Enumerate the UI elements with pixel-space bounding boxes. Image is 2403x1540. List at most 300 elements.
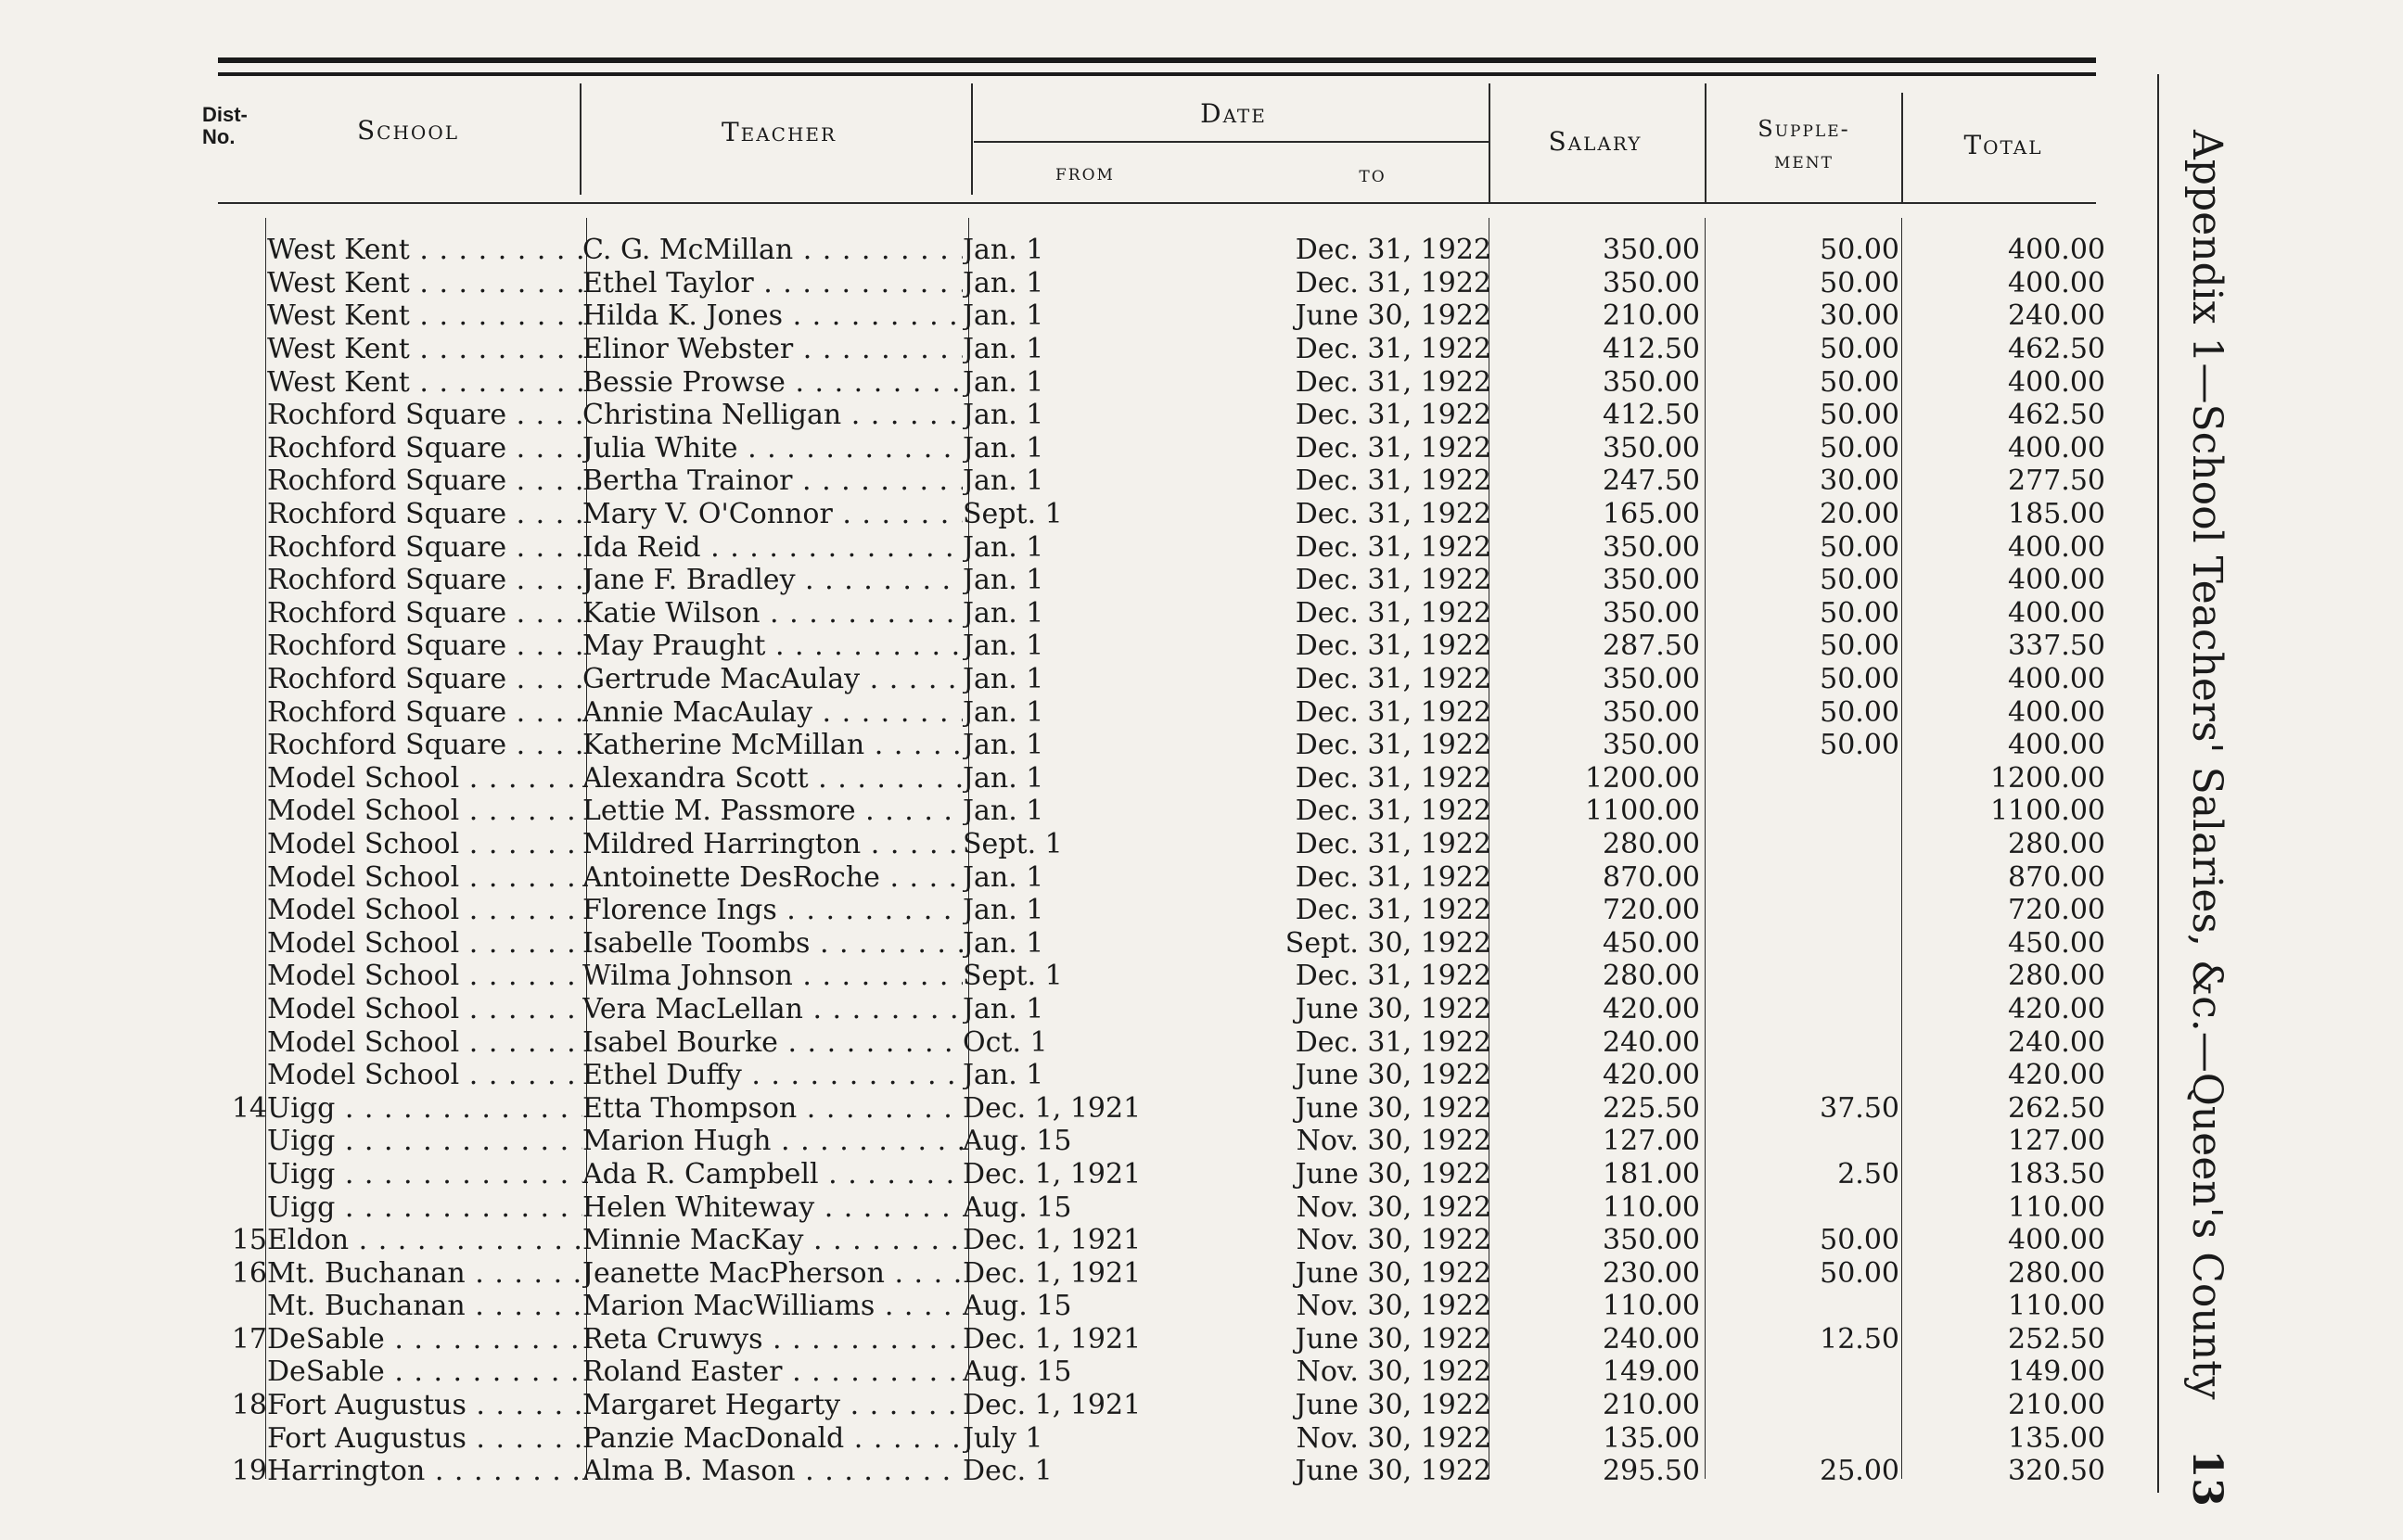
table-row (204, 1224, 2105, 1257)
row-salary (1491, 663, 1700, 696)
row-total-text: 1200.00 (1989, 761, 2105, 795)
row-total-text: 277.50 (2008, 465, 2105, 498)
row-salary-text: 350.00 (1603, 530, 1700, 564)
row-salary (1491, 1455, 1700, 1488)
table-row (204, 1091, 2105, 1125)
row-supplement-text: 50.00 (1820, 630, 1899, 663)
row-date-to (1269, 299, 1491, 333)
row-teacher-text: May Praught (582, 630, 766, 663)
row-school (267, 1355, 582, 1389)
row-teacher (582, 695, 963, 729)
row-salary-text: 420.00 (1603, 1059, 1700, 1092)
row-school (267, 993, 582, 1026)
table-row (204, 663, 2105, 696)
row-date-to (1269, 828, 1491, 861)
leader-dots (506, 531, 582, 564)
row-school-text: Eldon (267, 1224, 350, 1257)
row-teacher-text: Jeanette MacPherson (582, 1256, 885, 1290)
row-teacher (582, 1323, 963, 1356)
row-date-to (1269, 1455, 1491, 1488)
row-date-from-text: Dec. 1 (963, 1455, 1053, 1488)
leader-dots (459, 993, 582, 1025)
row-date-from-text: Jan. 1 (963, 1059, 1044, 1092)
row-teacher (582, 1059, 963, 1092)
leader-dots (506, 465, 582, 497)
row-supplement-text: 2.50 (1837, 1157, 1899, 1190)
header-dist-no-line2: No. (202, 125, 236, 148)
leader-dots (459, 894, 582, 926)
row-date-from (963, 1355, 1269, 1389)
row-total (1899, 1389, 2105, 1422)
row-total (1899, 960, 2105, 993)
row-supplement (1700, 1190, 1899, 1224)
leader-dots (783, 299, 963, 332)
row-date-to-text: Dec. 31, 1922 (1295, 663, 1491, 696)
row-date-to (1269, 1421, 1491, 1455)
row-school-text: West Kent (267, 299, 410, 333)
row-dist-no (204, 630, 267, 663)
leader-dots (804, 1224, 964, 1256)
row-date-to-text: June 30, 1922 (1295, 1455, 1491, 1488)
row-dist-no (204, 1355, 267, 1389)
row-date-to-text: Dec. 31, 1922 (1295, 729, 1491, 762)
row-supplement-text: 20.00 (1820, 498, 1899, 531)
row-supplement-text: 50.00 (1820, 431, 1899, 465)
row-teacher-text: Margaret Hegarty (582, 1389, 841, 1422)
row-teacher (582, 993, 963, 1026)
row-total (1899, 1158, 2105, 1191)
header-supplement (1716, 113, 1892, 176)
row-date-to-text: Dec. 31, 1922 (1295, 960, 1491, 993)
table-row (204, 1389, 2105, 1422)
row-school (267, 498, 582, 531)
row-date-from-text: Jan. 1 (963, 234, 1044, 267)
row-supplement-text: 12.50 (1820, 1322, 1899, 1355)
row-school-text: Rochford Square (267, 399, 507, 432)
row-date-from-text: Jan. 1 (963, 894, 1044, 927)
row-total-text: 280.00 (2008, 827, 2105, 860)
leader-dots (335, 1125, 582, 1157)
row-teacher-text: C. G. McMillan (582, 234, 794, 267)
row-school-text: Rochford Square (267, 695, 507, 729)
row-school (267, 1290, 582, 1323)
row-dist-no-text: 14 (231, 1091, 267, 1125)
top-rule-thin (218, 72, 2096, 76)
row-school-text: Harrington (267, 1455, 426, 1488)
row-school (267, 1323, 582, 1356)
row-salary (1491, 333, 1700, 366)
row-school (267, 1158, 582, 1191)
row-school-text: West Kent (267, 266, 410, 299)
row-date-from (963, 926, 1269, 960)
row-total-text: 420.00 (2008, 992, 2105, 1025)
row-school (267, 432, 582, 465)
row-salary-text: 127.00 (1603, 1125, 1700, 1158)
row-total (1899, 1323, 2105, 1356)
row-dist-no-text: 16 (231, 1256, 267, 1290)
row-salary-text: 287.50 (1603, 630, 1700, 663)
leader-dots (861, 828, 963, 860)
table-row (204, 762, 2105, 795)
header-divider-supplement (1901, 93, 1903, 204)
row-teacher (582, 530, 963, 564)
row-teacher-text: Julia White (582, 431, 738, 465)
row-date-from-text: Jan. 1 (963, 266, 1044, 299)
margin-rule (2157, 74, 2159, 1493)
row-supplement (1700, 993, 1899, 1026)
row-teacher-text: Ada R. Campbell (582, 1157, 819, 1190)
leader-dots (738, 432, 963, 465)
row-salary (1491, 399, 1700, 432)
row-teacher-text: Marion MacWilliams (582, 1290, 876, 1323)
row-teacher-text: Lettie M. Passmore (582, 795, 856, 828)
leader-dots (459, 828, 582, 860)
table-row (204, 1190, 2105, 1224)
row-teacher (582, 498, 963, 531)
row-supplement (1700, 926, 1899, 960)
row-date-from (963, 1323, 1269, 1356)
row-date-from (963, 1125, 1269, 1158)
row-school (267, 365, 582, 399)
row-salary-text: 450.00 (1603, 926, 1700, 960)
table-row (204, 530, 2105, 564)
row-school (267, 530, 582, 564)
row-supplement-text: 50.00 (1820, 530, 1899, 564)
row-supplement-text: 25.00 (1820, 1455, 1899, 1488)
row-date-from (963, 1290, 1269, 1323)
row-total-text: 127.00 (2008, 1125, 2105, 1158)
row-total (1899, 630, 2105, 663)
row-date-from (963, 960, 1269, 993)
table-row (204, 1256, 2105, 1290)
row-date-to-text: Dec. 31, 1922 (1295, 795, 1491, 828)
row-supplement (1700, 1455, 1899, 1488)
header-date-from: from (1055, 159, 1115, 185)
row-school-text: Rochford Square (267, 431, 507, 465)
row-dist-no (204, 960, 267, 993)
row-teacher (582, 597, 963, 630)
row-teacher (582, 1389, 963, 1422)
row-school (267, 1421, 582, 1455)
row-date-to-text: June 30, 1922 (1295, 992, 1491, 1025)
table-row (204, 432, 2105, 465)
leader-dots (803, 993, 963, 1025)
row-school (267, 1389, 582, 1422)
leader-dots (459, 762, 582, 795)
row-teacher-text: Wilma Johnson (582, 960, 793, 993)
table-row (204, 399, 2105, 432)
row-date-from (963, 1455, 1269, 1488)
row-school (267, 1190, 582, 1224)
row-salary-text: 350.00 (1603, 266, 1700, 299)
row-total-text: 210.00 (2008, 1389, 2105, 1422)
row-school (267, 234, 582, 267)
table-row (204, 333, 2105, 366)
table-row (204, 365, 2105, 399)
row-date-to-text: Dec. 31, 1922 (1295, 761, 1491, 795)
row-supplement (1700, 465, 1899, 498)
row-salary-text: 350.00 (1603, 234, 1700, 267)
row-date-from (963, 1190, 1269, 1224)
row-salary (1491, 530, 1700, 564)
row-date-to (1269, 1025, 1491, 1059)
row-date-to-text: June 30, 1922 (1295, 1157, 1491, 1190)
row-dist-no (204, 894, 267, 927)
row-date-to-text: Dec. 31, 1922 (1295, 596, 1491, 630)
row-total-text: 320.50 (2008, 1455, 2105, 1488)
row-supplement-text: 50.00 (1820, 333, 1899, 366)
table-row (204, 1125, 2105, 1158)
row-teacher-text: Florence Ings (582, 894, 777, 927)
row-total (1899, 267, 2105, 300)
row-total-text: 400.00 (2008, 663, 2105, 696)
row-date-from-text: Jan. 1 (963, 596, 1044, 630)
row-dist-no (204, 1389, 267, 1422)
row-date-to (1269, 530, 1491, 564)
row-dist-no (204, 762, 267, 795)
row-salary-text: 870.00 (1603, 860, 1700, 894)
row-date-to (1269, 630, 1491, 663)
row-salary-text: 350.00 (1603, 431, 1700, 465)
row-teacher-text: Elinor Webster (582, 333, 794, 366)
row-date-from (963, 234, 1269, 267)
row-dist-no-text: 19 (231, 1455, 267, 1488)
row-salary-text: 420.00 (1603, 992, 1700, 1025)
row-dist-no (204, 1158, 267, 1191)
row-salary-text: 350.00 (1603, 663, 1700, 696)
row-school (267, 1025, 582, 1059)
row-salary-text: 110.00 (1603, 1190, 1700, 1224)
row-teacher-text: Isabelle Toombs (582, 926, 811, 960)
row-date-to (1269, 762, 1491, 795)
row-date-from (963, 365, 1269, 399)
row-dist-no-text: 18 (231, 1389, 267, 1422)
row-school (267, 299, 582, 333)
row-total (1899, 828, 2105, 861)
row-school (267, 926, 582, 960)
row-salary-text: 350.00 (1603, 1224, 1700, 1257)
row-date-from-text: Jan. 1 (963, 926, 1044, 960)
row-teacher (582, 365, 963, 399)
row-date-to-text: Dec. 31, 1922 (1295, 894, 1491, 927)
row-school (267, 663, 582, 696)
row-teacher (582, 1091, 963, 1125)
row-salary (1491, 1256, 1700, 1290)
row-school (267, 1224, 582, 1257)
row-total (1899, 365, 2105, 399)
row-school-text: Rochford Square (267, 630, 507, 663)
row-date-from-text: Jan. 1 (963, 729, 1044, 762)
row-school (267, 630, 582, 663)
row-dist-no (204, 498, 267, 531)
row-date-to (1269, 365, 1491, 399)
header-dist-no-line1: Dist- (202, 103, 248, 126)
leader-dots (506, 663, 582, 695)
row-school-text: Uigg (267, 1190, 336, 1224)
row-total-text: 337.50 (2008, 630, 2105, 663)
row-dist-no-text: 15 (231, 1224, 267, 1257)
row-school (267, 1256, 582, 1290)
leader-dots (793, 234, 963, 266)
row-teacher (582, 234, 963, 267)
row-total-text: 240.00 (2008, 299, 2105, 333)
leader-dots (810, 927, 963, 960)
row-salary (1491, 828, 1700, 861)
row-school-text: West Kent (267, 234, 410, 267)
table-row (204, 1421, 2105, 1455)
row-teacher-text: Minnie MacKay (582, 1224, 804, 1257)
row-supplement (1700, 860, 1899, 894)
header-divider-teacher (971, 83, 973, 195)
row-dist-no (204, 729, 267, 762)
row-teacher-text: Antoinette DesRoche (582, 860, 880, 894)
row-date-to (1269, 564, 1491, 597)
row-salary-text: 280.00 (1603, 960, 1700, 993)
row-total (1899, 1290, 2105, 1323)
row-total-text: 280.00 (2008, 1256, 2105, 1290)
row-supplement (1700, 267, 1899, 300)
row-salary-text: 295.50 (1603, 1455, 1700, 1488)
row-total (1899, 1059, 2105, 1092)
row-date-from (963, 795, 1269, 828)
row-date-to-text: Dec. 31, 1922 (1295, 564, 1491, 597)
row-date-to-text: June 30, 1922 (1295, 1389, 1491, 1422)
leader-dots (467, 1422, 582, 1455)
row-date-from-text: Aug. 15 (963, 1290, 1072, 1323)
row-date-from-text: Jan. 1 (963, 564, 1044, 597)
row-date-from (963, 762, 1269, 795)
row-supplement (1700, 1125, 1899, 1158)
row-teacher-text: Annie MacAulay (582, 695, 813, 729)
row-teacher-text: Katie Wilson (582, 596, 761, 630)
row-date-from (963, 498, 1269, 531)
row-date-from-text: Jan. 1 (963, 761, 1044, 795)
row-date-from (963, 1389, 1269, 1422)
row-date-to (1269, 1290, 1491, 1323)
row-school-text: Rochford Square (267, 729, 507, 762)
row-supplement-text: 30.00 (1820, 465, 1899, 498)
row-school-text: Rochford Square (267, 498, 507, 531)
row-salary (1491, 795, 1700, 828)
row-date-to-text: June 30, 1922 (1295, 1322, 1491, 1355)
row-teacher-text: Mildred Harrington (582, 827, 862, 860)
row-school-text: Rochford Square (267, 564, 507, 597)
row-supplement (1700, 1421, 1899, 1455)
row-teacher (582, 1025, 963, 1059)
row-dist-no (204, 926, 267, 960)
row-date-from (963, 465, 1269, 498)
row-dist-no (204, 795, 267, 828)
row-total-text: 110.00 (2008, 1190, 2105, 1224)
table-row (204, 1355, 2105, 1389)
table-row (204, 630, 2105, 663)
row-total (1899, 926, 2105, 960)
header-total: Total (1963, 130, 2043, 160)
row-dist-no (204, 432, 267, 465)
row-school-text: DeSable (267, 1322, 385, 1355)
row-school-text: Model School (267, 992, 460, 1025)
row-teacher (582, 926, 963, 960)
row-date-to (1269, 432, 1491, 465)
row-date-to (1269, 1323, 1491, 1356)
row-teacher (582, 828, 963, 861)
row-teacher-text: Alexandra Scott (582, 761, 809, 795)
row-teacher-text: Helen Whiteway (582, 1190, 815, 1224)
row-teacher-text: Reta Cruwys (582, 1322, 763, 1355)
row-school-text: Fort Augustus (267, 1421, 467, 1455)
leader-dots (786, 366, 963, 399)
row-supplement (1700, 729, 1899, 762)
row-teacher-text: Mary V. O'Connor (582, 498, 833, 531)
row-date-to-text: Dec. 31, 1922 (1295, 695, 1491, 729)
table-row (204, 960, 2105, 993)
row-date-from (963, 267, 1269, 300)
row-date-to (1269, 1190, 1491, 1224)
row-date-from (963, 1091, 1269, 1125)
row-dist-no (204, 1256, 267, 1290)
row-date-to-text: Dec. 31, 1922 (1295, 431, 1491, 465)
row-school-text: Rochford Square (267, 596, 507, 630)
leader-dots (506, 696, 582, 729)
row-school-text: Model School (267, 761, 460, 795)
row-teacher (582, 399, 963, 432)
row-teacher-text: Ida Reid (582, 530, 701, 564)
table-row (204, 894, 2105, 927)
row-total (1899, 333, 2105, 366)
row-teacher (582, 1125, 963, 1158)
side-title: Appendix 1—School Teachers' Salaries, &c.—Queen's County (2183, 130, 2230, 1400)
row-dist-no (204, 828, 267, 861)
row-total (1899, 498, 2105, 531)
row-dist-no (204, 1455, 267, 1488)
header-divider-salary (1705, 83, 1706, 204)
row-dist-no (204, 1091, 267, 1125)
row-dist-no (204, 695, 267, 729)
row-total (1899, 465, 2105, 498)
row-total (1899, 530, 2105, 564)
leader-dots (833, 498, 963, 530)
table-row (204, 926, 2105, 960)
row-school (267, 1125, 582, 1158)
row-supplement (1700, 1158, 1899, 1191)
row-dist-no (204, 1059, 267, 1092)
row-date-from-text: Jan. 1 (963, 695, 1044, 729)
row-date-to-text: Nov. 30, 1922 (1296, 1355, 1491, 1389)
row-date-from (963, 333, 1269, 366)
row-total (1899, 1224, 2105, 1257)
row-date-from-text: Jan. 1 (963, 365, 1044, 399)
row-date-from-text: Sept. 1 (963, 827, 1063, 860)
row-salary-text: 350.00 (1603, 564, 1700, 597)
row-date-to (1269, 498, 1491, 531)
leader-dots (860, 663, 963, 695)
row-supplement-text: 37.50 (1820, 1091, 1899, 1125)
row-date-from (963, 1025, 1269, 1059)
row-supplement-text: 30.00 (1820, 299, 1899, 333)
row-school-text: Model School (267, 926, 460, 960)
row-salary-text: 1100.00 (1584, 795, 1700, 828)
leader-dots (796, 1455, 963, 1487)
row-date-to-text: June 30, 1922 (1295, 299, 1491, 333)
table-row (204, 828, 2105, 861)
row-salary-text: 412.50 (1603, 333, 1700, 366)
row-total-text: 400.00 (2008, 365, 2105, 399)
row-date-to-text: Dec. 31, 1922 (1295, 630, 1491, 663)
row-school-text: Model School (267, 894, 460, 927)
leader-dots (335, 1092, 582, 1125)
row-date-to-text: Dec. 31, 1922 (1295, 333, 1491, 366)
row-teacher (582, 267, 963, 300)
